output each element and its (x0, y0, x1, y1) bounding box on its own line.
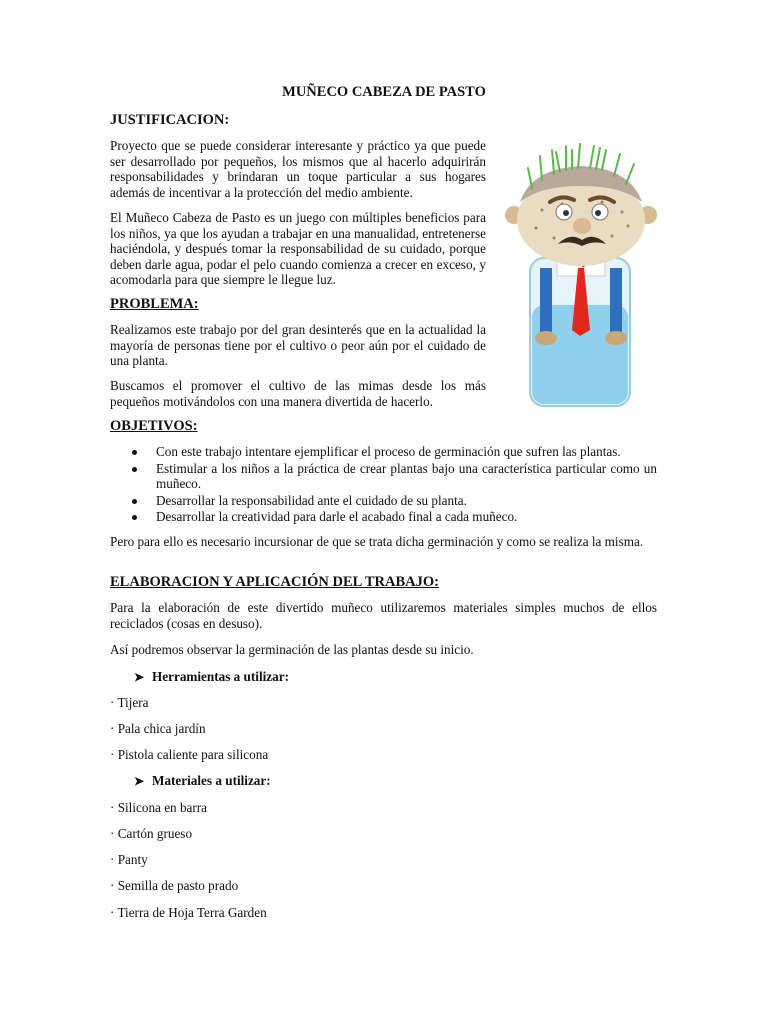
list-item: · Tierra de Hoja Terra Garden (110, 905, 267, 920)
elaboracion-paragraph-2: Así podremos observar la germinación de las plantas desde su inicio. (110, 642, 474, 657)
heading-objetivos: OBJETIVOS: (110, 418, 198, 434)
bullet-icon (132, 515, 137, 520)
list-item: Estimular a los niños a la práctica de crear plantas bajo una característica particular como un muñeco. (110, 461, 657, 492)
page-title: MUÑECO CABEZA DE PASTO (282, 84, 486, 100)
heading-materiales: ➤ Materiales a utilizar: (134, 773, 271, 788)
elaboracion-paragraph-1: Para la elaboración de este divertido muñeco utilizaremos materiales simples muchos de ellos reciclados (cosas en desuso). (110, 600, 657, 631)
list-item: Desarrollar la creatividad para darle el acabado final a cada muñeco. (110, 509, 657, 525)
heading-justificacion: JUSTIFICACION: (110, 112, 230, 128)
problema-paragraph-2: Buscamos el promover el cultivo de las mimas desde los más pequeños motivándolos con una manera divertida de hacerlo. (110, 378, 486, 409)
list-item: · Silicona en barra (110, 800, 208, 815)
list-item: · Semilla de pasto prado (110, 878, 239, 893)
list-item: · Pala chica jardín (110, 721, 206, 736)
bullet-icon (132, 467, 137, 472)
heading-herramientas: ➤ Herramientas a utilizar: (134, 669, 289, 684)
grass-head-doll-illustration (502, 140, 662, 410)
list-item: · Cartón grueso (110, 826, 193, 841)
list-item: · Pistola caliente para silicona (110, 747, 269, 762)
heading-elaboracion: ELABORACION Y APLICACIÓN DEL TRABAJO: (110, 574, 439, 590)
list-item: · Tijera (110, 695, 149, 710)
bullet-icon (132, 499, 137, 504)
list-item: · Panty (110, 852, 148, 867)
problema-paragraph-1: Realizamos este trabajo por del gran desinterés que en la actualidad la mayoría de personas tiene por el cultivo o peor aún por el cuidado de una planta. (110, 322, 486, 369)
justificacion-paragraph-2: El Muñeco Cabeza de Pasto es un juego con múltiples beneficios para los niños, ya que los ayudan a trabajar en una manualidad, entretenerse haciéndola, y después tomar la responsabilidad de su cuidado, porque deben darle agua, podar el pelo cuando comienza a crecer en exceso, y acomodarla para que siempre le llegue luz. (110, 210, 486, 288)
justificacion-paragraph-1: Proyecto que se puede considerar interesante y práctico ya que puede ser desarrollado por pequeños, los mismos que al hacerlo adquirirán responsabilidades y brindaran un toque particular a sus hogares además de incentivar a la protección del medio ambiente. (110, 138, 486, 200)
list-item: Desarrollar la responsabilidad ante el cuidado de su planta. (110, 493, 657, 509)
arrow-bullet-icon: ➤ (134, 774, 145, 788)
bullet-icon (132, 450, 137, 455)
objetivos-after-paragraph: Pero para ello es necesario incursionar de que se trata dicha germinación y como se realiza la misma. (110, 534, 644, 549)
heading-problema: PROBLEMA: (110, 296, 199, 312)
arrow-bullet-icon: ➤ (134, 670, 145, 684)
objetivos-list (110, 444, 657, 526)
list-item: Con este trabajo intentare ejemplificar el proceso de germinación que sufren las plantas. (110, 444, 657, 460)
